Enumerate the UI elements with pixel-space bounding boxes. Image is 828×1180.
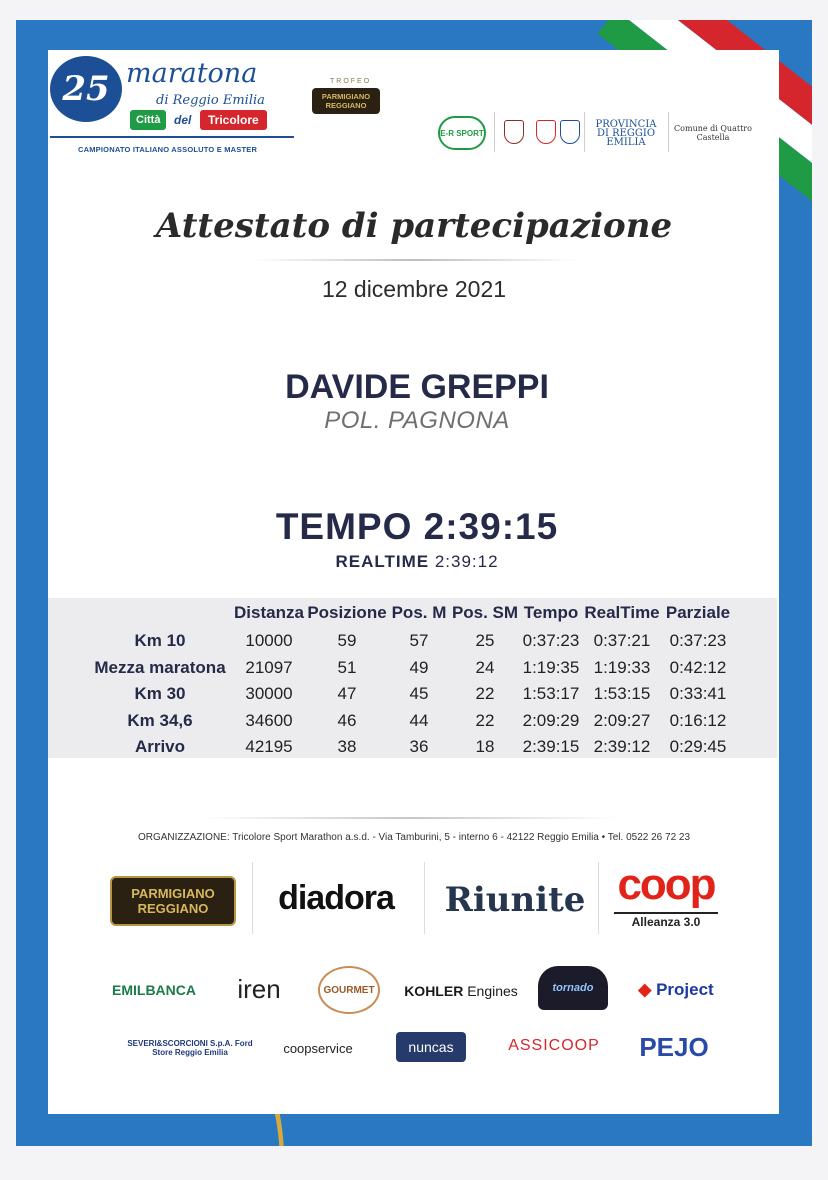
col-header-realtime: RealTime	[584, 603, 660, 622]
sponsor-project-logo	[624, 976, 728, 1004]
split-cell: 0:37:21	[593, 631, 651, 650]
sponsor-iren-logo: iren	[237, 973, 281, 1004]
sponsor-ford-logo: SEVERI&SCORCIONI S.p.A. Ford Store Reggio Emilia	[127, 1039, 253, 1057]
comune-logo: Comune di Quattro Castella	[674, 124, 752, 142]
sponsor-divider	[252, 862, 253, 934]
col-header-parziale: Parziale	[665, 603, 731, 622]
split-cell: 38	[337, 737, 357, 756]
marathon-logo	[50, 56, 310, 160]
logo-title: maratona	[126, 58, 258, 89]
sponsor-nuncas-logo: nuncas	[396, 1032, 466, 1062]
logo-tricolore: Tricolore	[200, 110, 267, 130]
split-cell: 18	[475, 737, 495, 756]
split-cell: 2:09:29	[522, 710, 580, 730]
title-divider	[252, 259, 578, 261]
col-header-pos-m: Pos. M	[391, 603, 447, 622]
logo-subtitle: di Reggio Emilia	[156, 93, 265, 108]
split-row-label: Mezza maratona	[94, 657, 226, 677]
certificate-title: Attestato di partecipazione	[155, 206, 673, 246]
split-cell: 2:39:12	[593, 737, 651, 756]
col-header-tempo: Tempo	[523, 603, 579, 622]
partner-divider	[584, 112, 585, 152]
trofeo-label: TROFEO	[330, 78, 372, 85]
runner-name: DAVIDE GREPPI	[285, 368, 549, 406]
tempo-label: TEMPO	[275, 506, 413, 547]
logo-championship: CAMPIONATO ITALIANO ASSOLUTO E MASTER	[78, 145, 258, 154]
sponsor-divider	[598, 862, 599, 934]
split-cell: 34600	[245, 710, 293, 730]
sponsor-assicoop-logo: ASSICOOP	[508, 1037, 600, 1054]
realtime-label: REALTIME	[335, 552, 430, 571]
split-cell: 0:42:12	[669, 657, 727, 677]
split-cell: 47	[337, 684, 357, 703]
emblem-icon	[560, 120, 580, 144]
project-label: Project	[656, 980, 714, 999]
partner-divider	[494, 112, 495, 152]
split-cell: 10000	[245, 631, 293, 650]
sponsor-kohler-logo	[402, 980, 520, 1002]
split-row-label: Arrivo	[134, 737, 186, 756]
sponsor-coopservice-logo: coopservice	[283, 1040, 353, 1056]
tempo-value: 2:39:15	[423, 506, 559, 547]
split-cell: 46	[337, 710, 357, 730]
realtime-value: 2:39:12	[434, 552, 499, 571]
kohler-brand: KOHLER	[404, 983, 464, 999]
logo-citta: Città	[130, 110, 166, 130]
split-cell: 0:33:41	[669, 684, 727, 703]
split-cell: 2:39:15	[522, 737, 580, 756]
sponsor-gourmet-logo: GOURMET	[318, 966, 380, 1014]
split-cell: 42195	[245, 737, 293, 756]
split-row-label: Km 34,6	[127, 710, 193, 730]
split-cell: 59	[337, 631, 357, 650]
split-cell: 49	[409, 657, 429, 677]
kohler-suffix: Engines	[467, 983, 518, 999]
split-cell: 45	[409, 684, 429, 703]
provincia-logo: PROVINCIA DI REGGIO EMILIA	[595, 118, 657, 148]
split-cell: 22	[475, 710, 495, 730]
real-time	[0, 552, 828, 572]
split-cell: 21097	[245, 657, 293, 677]
trofeo-badge: PARMIGIANO REGGIANO	[312, 88, 380, 114]
sponsor-riunite-logo: Riunite	[444, 880, 586, 920]
sponsor-tornado-logo: tornado	[538, 966, 608, 1010]
split-cell: 25	[475, 631, 495, 650]
sponsor-diadora-logo: diadora	[278, 878, 394, 917]
split-cell: 24	[475, 657, 495, 677]
sponsor-parmigiano-logo: PARMIGIANO REGGIANO	[110, 876, 236, 926]
logo-number: 25	[50, 56, 122, 122]
official-time	[0, 506, 828, 548]
split-cell: 1:53:15	[593, 684, 651, 703]
sponsor-alleanza-label: Alleanza 3.0	[614, 912, 718, 930]
project-icon: ◆	[638, 980, 652, 999]
er-sport-logo: E-R SPORT	[438, 116, 486, 150]
runner-club: POL. PAGNONA	[324, 407, 510, 434]
event-date: 12 dicembre 2021	[321, 276, 507, 302]
split-cell: 0:37:23	[522, 631, 580, 650]
split-cell: 36	[409, 737, 429, 756]
sponsor-coop-logo: coop	[617, 860, 715, 909]
split-cell: 51	[337, 657, 357, 677]
split-cell: 57	[409, 631, 429, 650]
city-crest-icon	[504, 120, 524, 144]
logo-del: del	[174, 113, 192, 127]
split-cell: 0:29:45	[669, 737, 727, 756]
logo-underline	[50, 136, 294, 138]
split-cell: 1:19:35	[522, 657, 580, 677]
sponsor-divider	[424, 862, 425, 934]
split-cell: 2:09:27	[593, 710, 651, 730]
footer-divider	[200, 817, 620, 819]
partner-divider	[668, 112, 669, 152]
split-cell: 44	[409, 710, 429, 730]
organization-info: ORGANIZZAZIONE: Tricolore Sport Marathon a.s.d. - Via Tamburini, 5 - interno 6 - 42122 Reggio Emilia • Tel. 0522 26 72 23	[137, 832, 691, 843]
split-cell: 0:16:12	[669, 710, 727, 730]
split-cell: 1:19:33	[593, 657, 651, 677]
col-header-pos-sm: Pos. SM	[451, 603, 519, 622]
split-cell: 1:53:17	[522, 684, 580, 703]
sponsor-emilbanca-logo: EMILBANCA	[112, 982, 196, 998]
split-cell: 30000	[245, 684, 293, 703]
split-row-label: Km 10	[134, 631, 186, 650]
emblem-icon	[536, 120, 556, 144]
col-header-posizione: Posizione	[307, 603, 387, 622]
split-cell: 0:37:23	[669, 631, 727, 650]
sponsor-pejo-logo: PEJO	[639, 1031, 709, 1062]
col-header-distanza: Distanza	[234, 603, 304, 622]
split-cell: 22	[475, 684, 495, 703]
split-row-label: Km 30	[134, 684, 186, 703]
